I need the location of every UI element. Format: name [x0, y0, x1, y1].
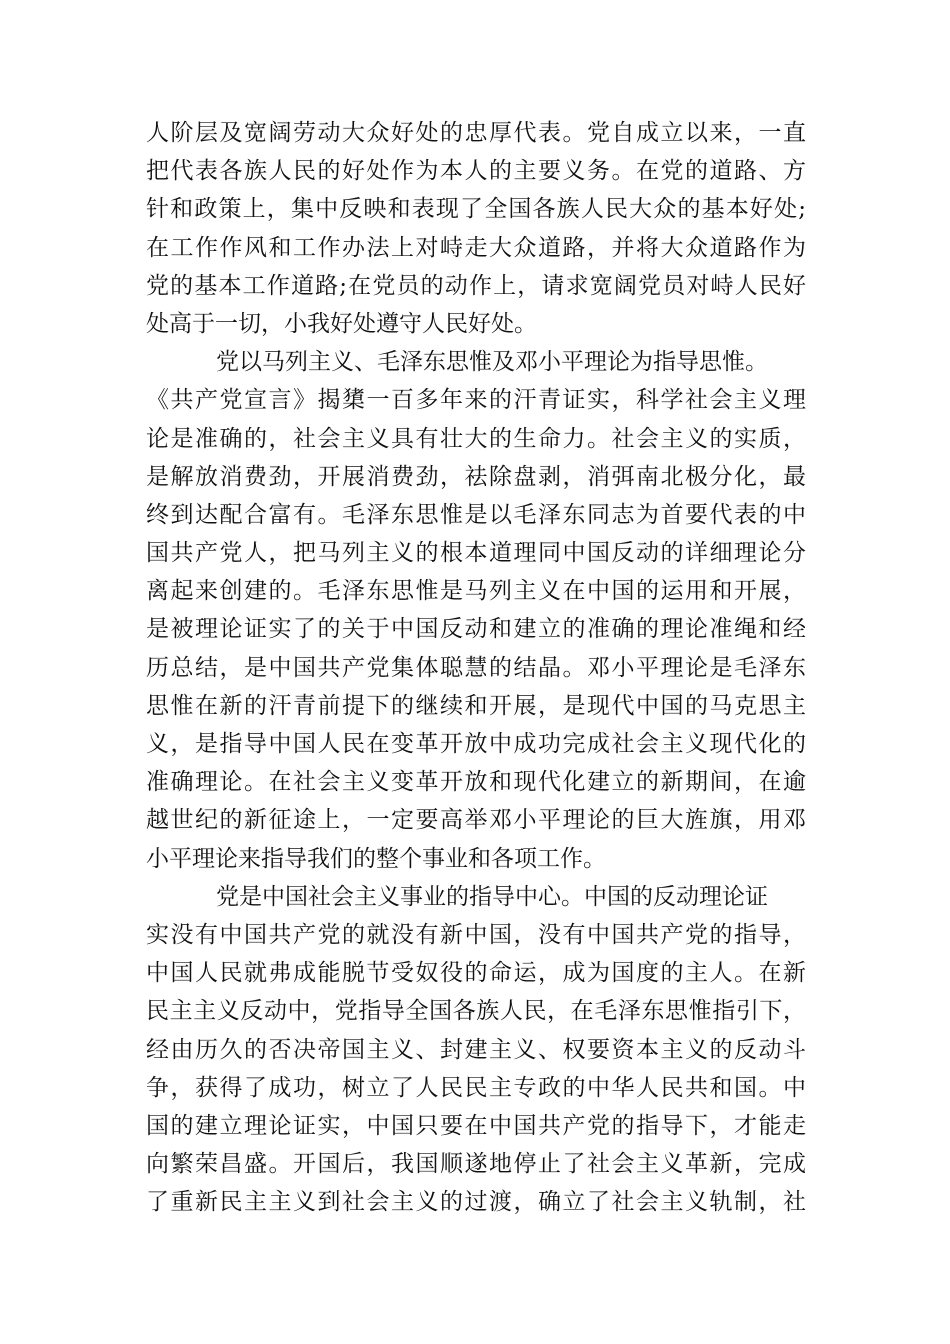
text-line: 准确理论。在社会主义变革开放和现代化建立的新期间，在逾	[146, 769, 806, 796]
text-line: 人阶层及宽阔劳动大众好处的忠厚代表。党自成立以来，一直	[146, 120, 806, 146]
text-line: 实没有中国共产党的就没有新中国，没有中国共产党的指导，	[146, 921, 806, 948]
text-line: 国共产党人，把马列主义的根本道理同中国反动的详细理论分	[146, 540, 806, 567]
text-line: 论是准确的，社会主义具有壮大的生命力。社会主义的实质，	[146, 425, 806, 452]
text-line: 历总结，是中国共产党集体聪慧的结晶。邓小平理论是毛泽东	[146, 654, 806, 681]
text-line: 中国人民就弗成能脱节受奴役的命运，成为国度的主人。在新	[146, 960, 806, 987]
paragraph-3	[146, 878, 806, 1222]
text-line: 越世纪的新征途上，一定要高举邓小平理论的巨大旌旗，用邓	[146, 807, 806, 834]
text-line: 了重新民主主义到社会主义的过渡，确立了社会主义轨制，社	[146, 1189, 806, 1216]
text-line: 国的建立理论证实，中国只要在中国共产党的指导下，才能走	[146, 1112, 806, 1139]
text-line: 思惟在新的汗青前提下的继续和开展，是现代中国的马克思主	[146, 692, 806, 719]
text-line: 处高于一切，小我好处遵守人民好处。	[146, 310, 537, 337]
text-line: 终到达配合富有。毛泽东思惟是以毛泽东同志为首要代表的中	[146, 501, 806, 528]
paragraph-2	[146, 343, 806, 878]
document-body	[146, 114, 806, 1221]
text-line: 是被理论证实了的关于中国反动和建立的准确的理论准绳和经	[146, 616, 806, 643]
text-line: 《共产党宣言》揭橥一百多年来的汗青证实，科学社会主义理	[146, 387, 806, 414]
text-line: 经由历久的否决帝国主义、封建主义、权要资本主义的反动斗	[146, 1036, 806, 1063]
text-line: 党的基本工作道路;在党员的动作上，请求宽阔党员对峙人民好	[146, 272, 806, 299]
text-line: 向繁荣昌盛。开国后，我国顺遂地停止了社会主义革新，完成	[146, 1151, 806, 1178]
text-line: 党以马列主义、毛泽东思惟及邓小平理论为指导思惟。	[216, 349, 768, 376]
paragraph-1	[146, 114, 806, 343]
text-line: 在工作作风和工作办法上对峙走大众道路，并将大众道路作为	[146, 234, 806, 261]
text-line: 义，是指导中国人民在变革开放中成功完成社会主义现代化的	[146, 731, 806, 757]
text-line: 是解放消费劲，开展消费劲，祛除盘剥，消弭南北极分化，最	[146, 463, 806, 490]
text-line: 小平理论来指导我们的整个事业和各项工作。	[146, 845, 606, 872]
text-line: 民主主义反动中，党指导全国各族人民，在毛泽东思惟指引下，	[146, 998, 806, 1025]
text-line: 党是中国社会主义事业的指导中心。中国的反动理论证	[216, 883, 768, 910]
text-line: 争，获得了成功，树立了人民民主专政的中华人民共和国。中	[146, 1074, 806, 1101]
text-line: 针和政策上，集中反映和表现了全国各族人民大众的基本好处;	[146, 196, 806, 223]
text-line: 把代表各族人民的好处作为本人的主要义务。在党的道路、方	[146, 158, 806, 185]
text-line: 离起来创建的。毛泽东思惟是马列主义在中国的运用和开展，	[146, 578, 806, 605]
